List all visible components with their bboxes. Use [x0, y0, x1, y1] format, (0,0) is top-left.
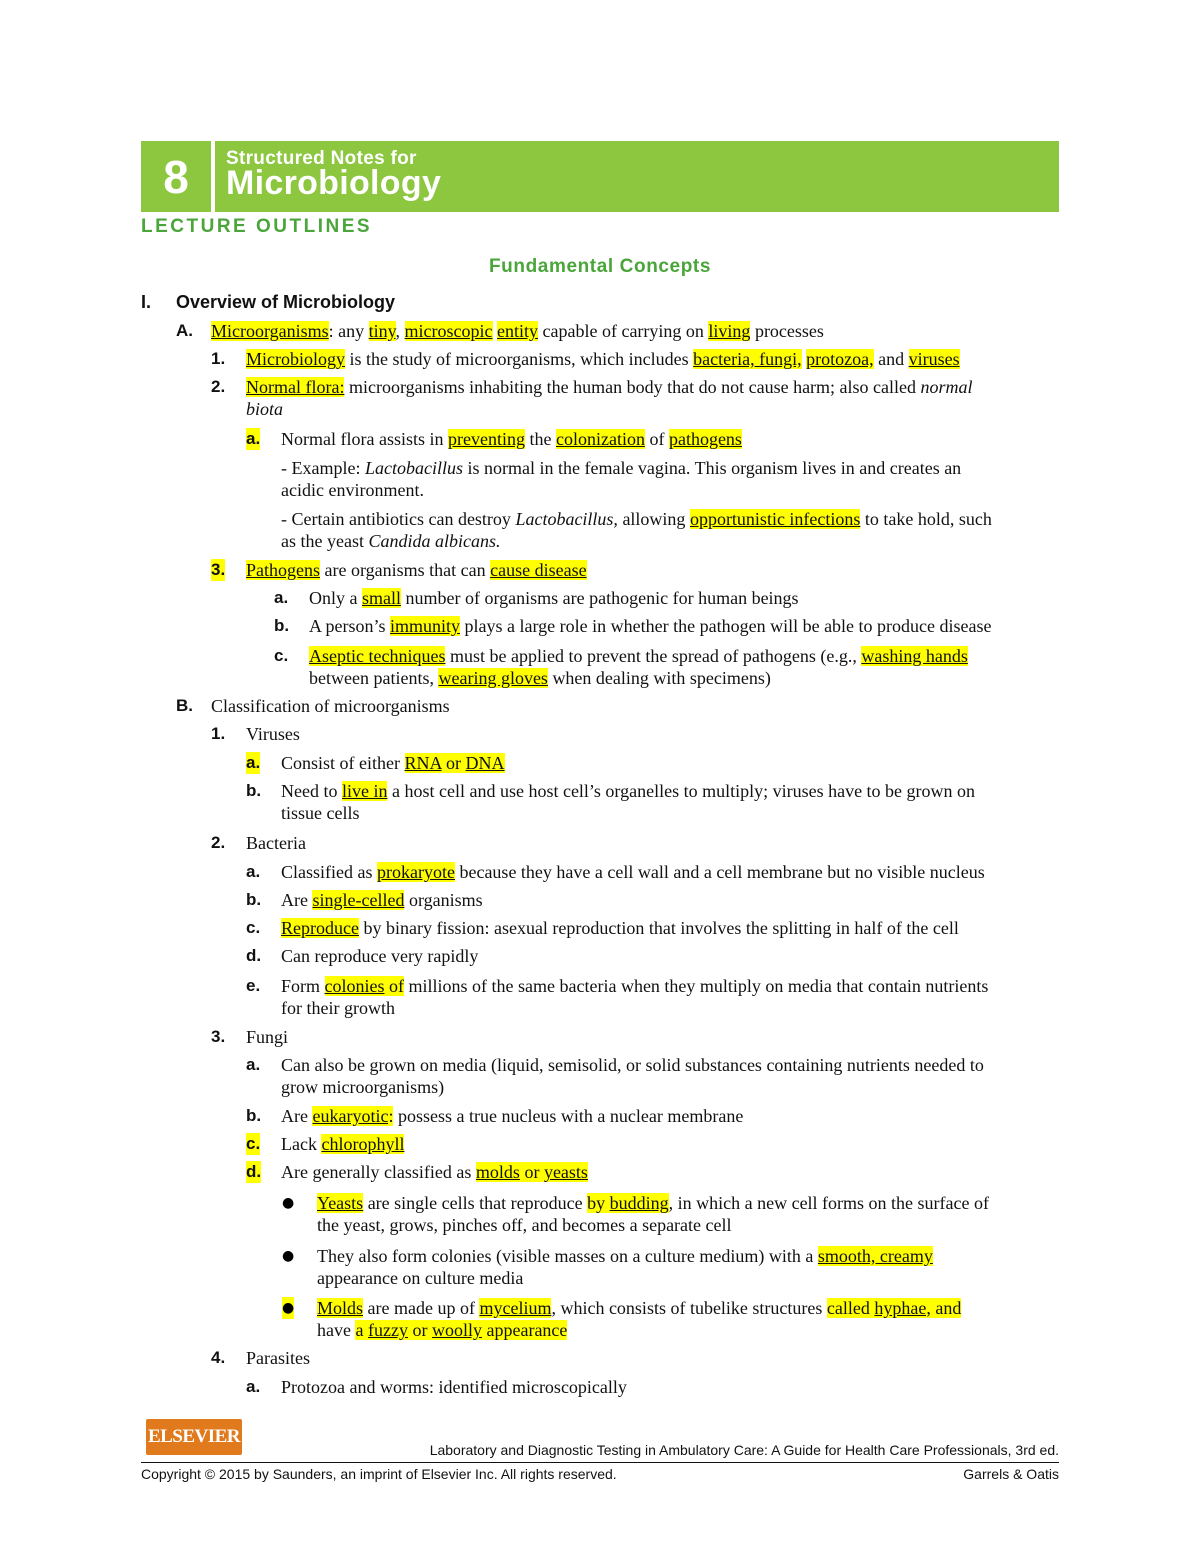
section-title: Fundamental Concepts: [488, 256, 712, 277]
outline-item-A3: Pathogens are organisms that can cause disease: [246, 560, 587, 580]
outline-item-B1: Viruses: [246, 724, 300, 744]
outline-example-2-cont: as the yeast Candida albicans.: [281, 531, 501, 551]
outline-item-A2a: Normal flora assists in preventing the colonization of pathogens: [281, 429, 742, 449]
outline-marker-B1: 1.: [211, 724, 226, 743]
outline-bullet-3-cont: have a fuzzy or woolly appearance: [317, 1320, 568, 1340]
outline-item-B2d: Can reproduce very rapidly: [281, 946, 479, 966]
outline-item-A2: Normal flora: microorganisms inhabiting the human body that do not cause harm; also called normal: [246, 377, 973, 397]
outline-bullet-2-cont: appearance on culture media: [317, 1268, 524, 1288]
outline-bullet-1-cont: the yeast, grows, pinches off, and becomes a separate cell: [317, 1215, 732, 1235]
bullet-icon: ●: [282, 1248, 295, 1264]
outline-marker-B2: 2.: [211, 833, 226, 852]
outline-item-B3a: Can also be grown on media (liquid, semisolid, or solid substances containing nutrients needed to: [281, 1055, 984, 1075]
outline-marker-A3c: c.: [274, 646, 289, 665]
outline-bullet-1: Yeasts are single cells that reproduce by budding, in which a new cell forms on the surface of: [317, 1193, 989, 1213]
outline-item-A3b: A person’s immunity plays a large role in whether the pathogen will be able to produce disease: [309, 616, 992, 636]
outline-marker-B3a: a.: [246, 1055, 261, 1074]
outline-marker-A1: 1.: [211, 349, 226, 368]
outline-item-B2b: Are single-celled organisms: [281, 890, 483, 910]
banner-subtitle: Structured Notes for: [226, 148, 417, 169]
outline-example-2: - Certain antibiotics can destroy Lactobacillus, allowing opportunistic infections to take hold, such: [281, 509, 992, 529]
outline-item-B2c: Reproduce by binary fission: asexual reproduction that involves the splitting in half of the cell: [281, 918, 959, 938]
banner-divider: [211, 141, 215, 212]
outline-item-B3a-cont: grow microorganisms): [281, 1077, 445, 1097]
outline-example-1-cont: acidic environment.: [281, 480, 424, 500]
chapter-number: 8: [163, 150, 189, 203]
outline-marker-B2a: a.: [246, 862, 261, 881]
outline-item-B2e: Form colonies of millions of the same bacteria when they multiply on media that contain nutrients: [281, 976, 989, 996]
outline-item-B3: Fungi: [246, 1027, 289, 1047]
bullet-icon: ●: [282, 1297, 294, 1319]
outline-marker-B4a: a.: [246, 1377, 261, 1396]
outline-bullet-3: Molds are made up of mycelium, which consists of tubelike structures called hyphae, and: [317, 1298, 962, 1318]
book-title: Laboratory and Diagnostic Testing in Ambulatory Care: A Guide for Health Care Professionals, 3rd ed.: [429, 1442, 1059, 1458]
bullet-icon: ●: [282, 1195, 295, 1211]
outline-marker-B2d: d.: [246, 946, 262, 965]
outline-bullet-2: They also form colonies (visible masses on a culture medium) with a smooth, creamy: [317, 1246, 933, 1266]
outline-marker-A2a: a.: [246, 429, 261, 448]
footer-rule: [141, 1462, 1059, 1463]
outline-marker-A: A.: [176, 321, 193, 340]
outline-marker-I: I.: [141, 292, 152, 312]
outline-item-B4a: Protozoa and worms: identified microscopically: [281, 1377, 627, 1397]
outline-item-B2: Bacteria: [246, 833, 306, 853]
outline-marker-B3c: c.: [246, 1134, 261, 1153]
outline-item-A: Microorganisms: any tiny, microscopic entity capable of carrying on living processes: [211, 321, 824, 341]
outline-marker-A2: 2.: [211, 377, 226, 396]
outline-item-B3d: Are generally classified as molds or yeasts: [281, 1162, 588, 1182]
outline-marker-B2b: b.: [246, 890, 262, 909]
outline-item-A3c-cont: between patients, wearing gloves when dealing with specimens): [309, 668, 771, 688]
outline-item-B2a: Classified as prokaryote because they have a cell wall and a cell membrane but no visible nucleus: [281, 862, 985, 882]
outline-marker-B1b: b.: [246, 781, 262, 800]
outline-item-B1b: Need to live in a host cell and use host cell’s organelles to multiply; viruses have to be grown on: [281, 781, 976, 801]
outline-item-A3c: Aseptic techniques must be applied to prevent the spread of pathogens (e.g., washing hands: [309, 646, 968, 666]
banner-title: Microbiology: [226, 164, 442, 202]
outline-item-B3c: Lack chlorophyll: [281, 1134, 405, 1154]
section-label: LECTURE OUTLINES: [141, 216, 373, 237]
outline-marker-B3d: d.: [246, 1162, 262, 1181]
outline-item-B2e-cont: for their growth: [281, 998, 395, 1018]
outline-marker-B3: 3.: [211, 1027, 226, 1046]
outline-example-1: - Example: Lactobacillus is normal in the female vagina. This organism lives in and creates an: [281, 458, 962, 478]
outline-item-B1b-cont: tissue cells: [281, 803, 360, 823]
copyright-notice: Copyright © 2015 by Saunders, an imprint of Elsevier Inc. All rights reserved.: [141, 1466, 617, 1482]
outline-item-B3b: Are eukaryotic: possess a true nucleus with a nuclear membrane: [281, 1106, 744, 1126]
outline-item-B: Classification of microorganisms: [211, 696, 450, 716]
outline-marker-B1a: a.: [246, 753, 261, 772]
outline-item-A1: Microbiology is the study of microorganisms, which includes bacteria, fungi, protozoa, and viruses: [246, 349, 960, 369]
outline-marker-B: B.: [176, 696, 193, 715]
outline-item-B1a: Consist of either RNA or DNA: [281, 753, 505, 773]
outline-marker-A3b: b.: [274, 616, 290, 635]
outline-marker-B4: 4.: [211, 1348, 226, 1367]
outline-marker-A3: 3.: [211, 560, 226, 579]
outline-item-A3a: Only a small number of organisms are pathogenic for human beings: [309, 588, 799, 608]
outline-marker-B3b: b.: [246, 1106, 262, 1125]
outline-item-B4: Parasites: [246, 1348, 310, 1368]
outline-item-A2-cont: biota: [246, 399, 284, 419]
outline-marker-B2e: e.: [246, 976, 261, 995]
outline-heading-I: Overview of Microbiology: [176, 292, 396, 312]
elsevier-logo: ELSEVIER: [146, 1419, 242, 1455]
outline-marker-A3a: a.: [274, 588, 289, 607]
outline-marker-B2c: c.: [246, 918, 261, 937]
book-authors: Garrels & Oatis: [963, 1466, 1059, 1482]
